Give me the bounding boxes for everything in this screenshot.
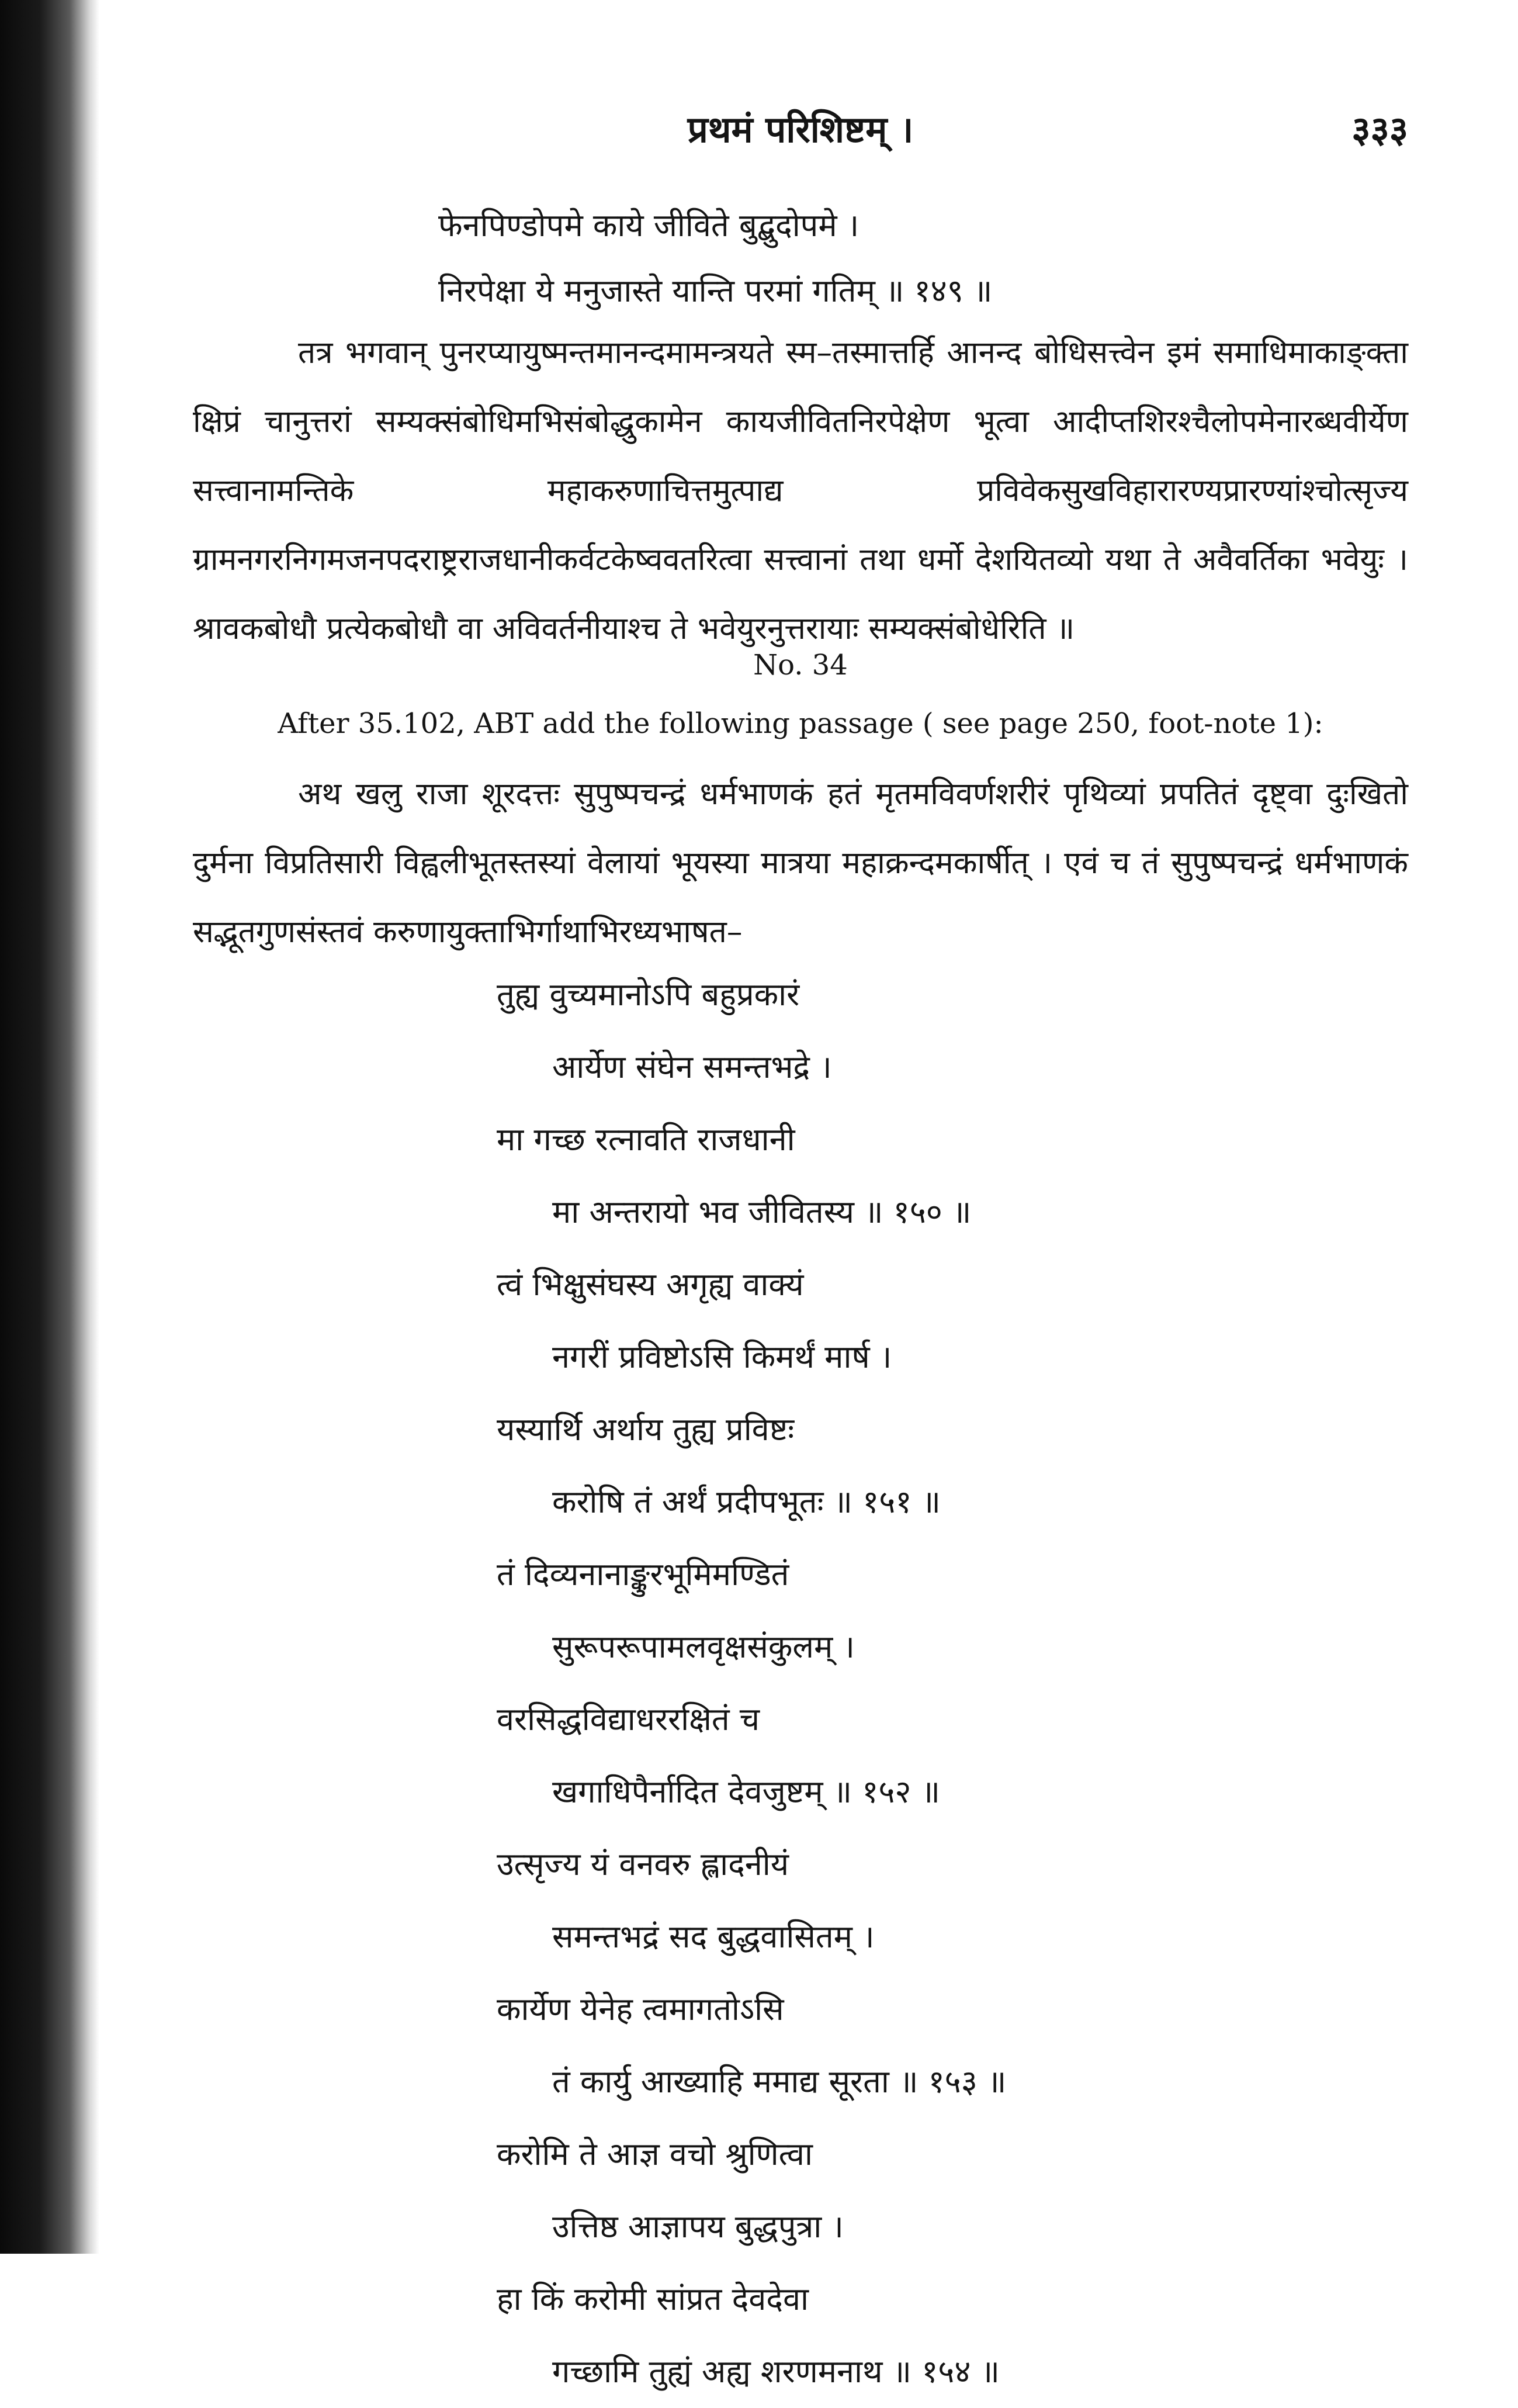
page-number: ३३३ bbox=[1351, 108, 1408, 151]
verse-line: करोमि ते आज्ञ वचो श्रुणित्वा bbox=[497, 2136, 813, 2172]
verse-149 bbox=[438, 193, 1315, 324]
verse-line: नगरीं प्रविष्टोऽसि किमर्थं मार्ष । bbox=[552, 1338, 892, 1375]
prose-paragraph-2: अथ खलु राजा शूरदत्तः सुपुष्पचन्द्रं धर्मभाणकं हतं मृतमविवर्णशरीरं पृथिव्यां प्रपतितं दृष्ट्वा दुःखितो दुर्मना विप्रतिसारी विह्वलीभूतस्तस्यां वेलायां भूयस्या मात्रया महाक्रन्दमकार्षीत् । एवं च तं सुपुष्पचन्द्रं धर्मभाणकं सद्भूतगुणसंस्तवं करुणायुक्ताभिर्गाथाभिरध्यभाषत– bbox=[193, 776, 1408, 950]
verse-line: मा गच्छ रत्नावति राजधानी bbox=[497, 1121, 795, 1158]
verse-line: उत्सृज्य यं वनवरु ह्लादनीयं bbox=[497, 1846, 789, 1883]
section-number: No. 34 bbox=[753, 649, 848, 681]
verse-line: यस्यार्थि अर्थाय तुह्य प्रविष्टः bbox=[497, 1411, 795, 1448]
verse-line: समन्तभद्रं सद बुद्धवासितम् । bbox=[552, 1918, 875, 1955]
verse-line: कार्येण येनेह त्वमागतोऽसि bbox=[497, 1991, 784, 2028]
verse-line: निरपेक्षा ये मनुजास्ते यान्ति परमां गतिम् ॥ १४९ ॥ bbox=[438, 272, 993, 309]
verse-line: तं दिव्यनानाङ्कुरभूमिमण्डितं bbox=[497, 1556, 789, 1593]
verse-line: खगाधिपैर्नादित देवजुष्टम् ॥ १५२ ॥ bbox=[552, 1773, 941, 1810]
english-note: After 35.102, ABT add the following passage ( see page 250, foot-note 1): bbox=[278, 707, 1323, 740]
verse-line: मा अन्तरायो भव जीवितस्य ॥ १५० ॥ bbox=[552, 1193, 972, 1230]
verse-line: गच्छामि तुह्यं अह्य शरणमनाथ ॥ १५४ ॥ bbox=[552, 2353, 1000, 2390]
binding-shadow bbox=[0, 0, 99, 2254]
verse-line: त्वं भिक्षुसंघस्य अगृह्य वाक्यं bbox=[497, 1266, 804, 1303]
verse-line: फेनपिण्डोपमे काये जीविते बुद्बुदोपमे । bbox=[438, 207, 859, 244]
verse-line: वरसिद्धविद्याधररक्षितं च bbox=[497, 1701, 760, 1738]
page-header bbox=[193, 104, 1408, 157]
prose-paragraph-1: तत्र भगवान् पुनरप्यायुष्मन्तमानन्दमामन्त्रयते स्म–तस्मात्तर्हि आनन्द बोधिसत्त्वेन इमं समाधिमाकाङ्क्ता क्षिप्रं चानुत्तरां सम्यक्संबोधिमभिसंबोद्धुकामेन कायजीवितनिरपेक्षेण भूत्वा आदीप्तशिरश्चैलोपमेनारब्धवीर्येण सत्त्वानामन्तिके महाकरुणाचित्तमुत्पाद्य प्रविवेकसुखविहारारण्यप्रारण्यांश्चोत्सृज्य ग्रामनगरनिगमजनपदराष्ट्रराजधानीकर्वटकेष्ववतरित्वा सत्त्वानां तथा धर्मो देशयितव्यो यथा ते अवैवर्तिका भवेयुः । श्रावकबोधौ प्रत्येकबोधौ वा अविवर्तनीयाश्च ते भवेयुरनुत्तरायाः सम्यक्संबोधेरिति ॥ bbox=[193, 335, 1408, 646]
verse-line: करोषि तं अर्थं प्रदीपभूतः ॥ १५१ ॥ bbox=[552, 1483, 941, 1520]
verse-line: सुरूपरूपामलवृक्षसंकुलम् । bbox=[552, 1628, 855, 1665]
verse-line: उत्तिष्ठ आज्ञापय बुद्धपुत्रा । bbox=[552, 2208, 844, 2245]
verse-line: तुह्य वुच्यमानोऽपि बहुप्रकारं bbox=[497, 976, 800, 1013]
verse-line: तं कार्यु आख्याहि ममाद्य सूरता ॥ १५३ ॥ bbox=[552, 2063, 1007, 2100]
verse-line: हा किं करोमी सांप्रत देवदेवा bbox=[497, 2281, 809, 2317]
running-head: प्रथमं परिशिष्टम् । bbox=[687, 108, 914, 151]
verse-block-150-154 bbox=[497, 959, 1373, 2408]
book-page bbox=[193, 0, 1408, 2390]
verse-line: आर्येण संघेन समन्तभद्रे । bbox=[552, 1049, 832, 1085]
